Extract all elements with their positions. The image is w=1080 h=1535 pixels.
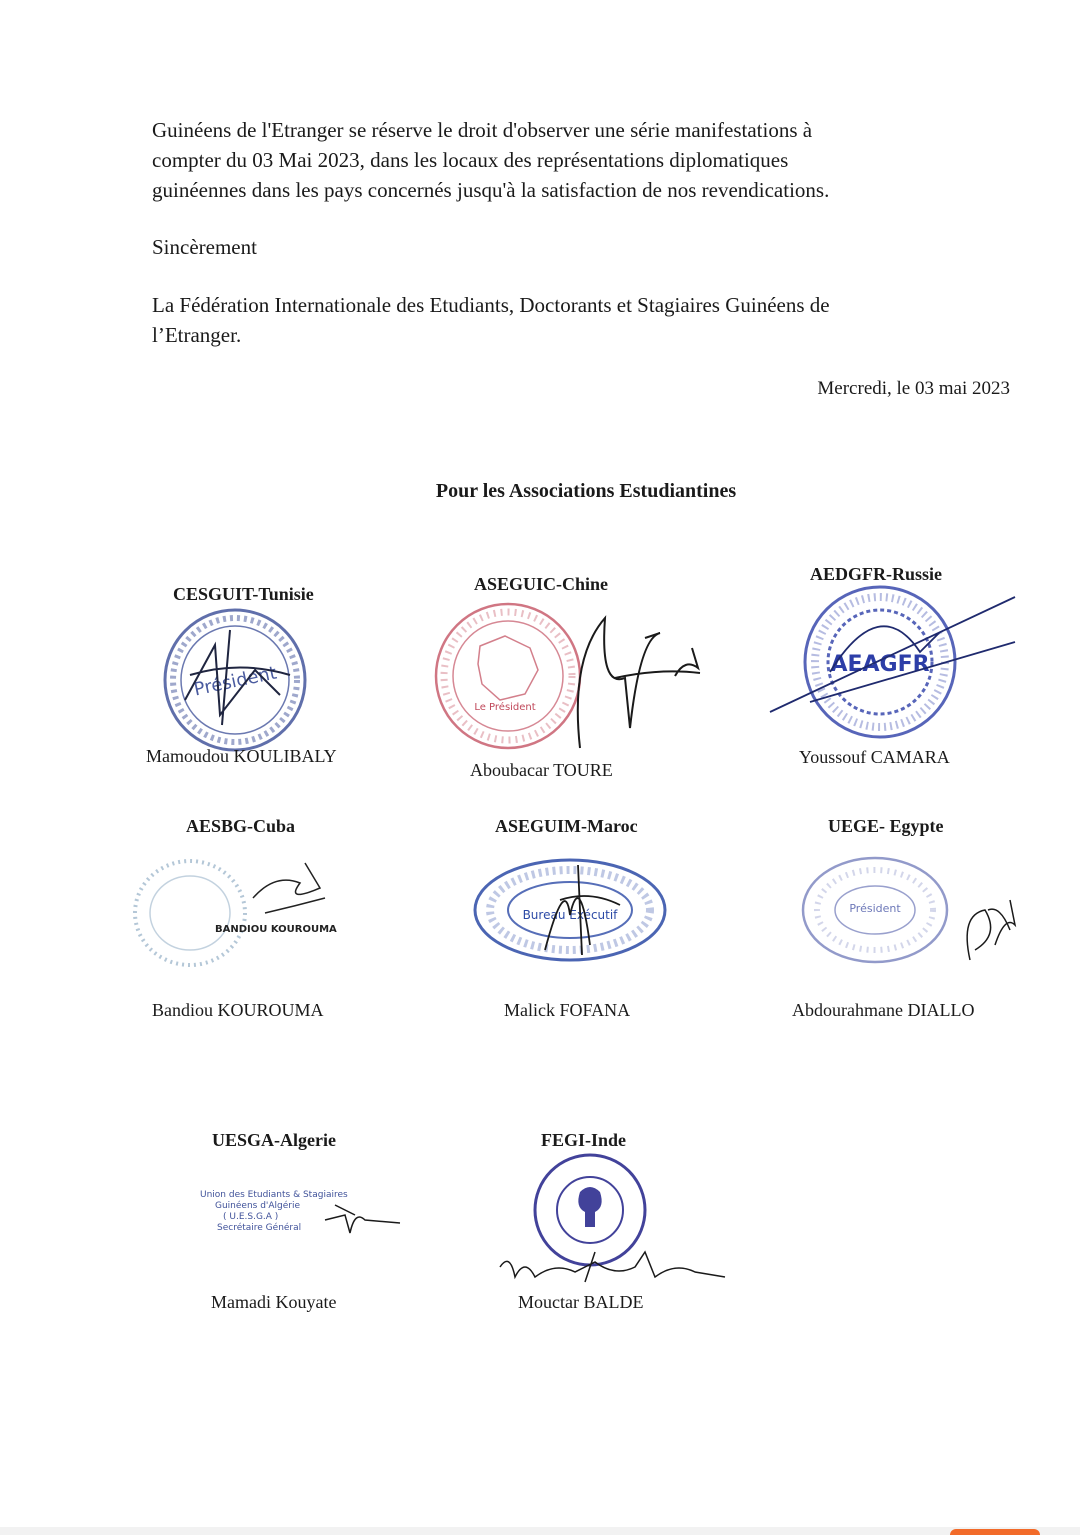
paragraph-line: Guinéens de l'Etranger se réserve le droit d'observer une série manifestations à (152, 118, 813, 142)
section-title: Pour les Associations Estudiantines (435, 480, 737, 502)
stamp-text: AEAGFR (830, 652, 930, 677)
official-stamp-icon (160, 605, 310, 755)
signatory-name: Youssouf CAMARA (799, 747, 950, 767)
official-stamp-icon (495, 1152, 730, 1302)
official-stamp-icon (470, 855, 670, 965)
association-title: AESBG-Cuba (186, 816, 296, 836)
signatory-name: Malick FOFANA (504, 1000, 631, 1020)
signatory-name: Aboubacar TOURE (470, 760, 613, 778)
signatory-name: Mamadi Kouyate (211, 1292, 337, 1312)
association-title: UESGA-Algerie (212, 1130, 336, 1150)
association-title: ASEGUIM-Maroc (495, 816, 638, 836)
stamp-text: Le Président (474, 702, 536, 713)
closing-line: Sincèrement (152, 235, 257, 259)
signatory-name: Mouctar BALDE (518, 1292, 644, 1312)
association-title: CESGUIT-Tunisie (173, 584, 314, 604)
association-title: UEGE- Egypte (828, 816, 944, 836)
signatory-federation (152, 290, 992, 350)
official-stamp-icon (770, 572, 1020, 742)
official-stamp-icon (430, 598, 720, 758)
paragraph-line: guinéennes dans les pays concernés jusqu'à la satisfaction de nos revendications. (152, 178, 830, 202)
signatory-name: Mamoudou KOULIBALY (146, 746, 337, 766)
official-stamp-icon (135, 858, 355, 973)
stamp-text: BANDIOU KOUROUMA (215, 924, 337, 935)
signatory-line: La Fédération Internationale des Etudiants, Doctorants et Stagiaires Guinéens de (152, 293, 830, 317)
page-bottom-bar (0, 1527, 1080, 1535)
stamp-text: Bureau Exécutif (522, 908, 618, 922)
svg-text:Union des Etudiants & Stagiair: Union des Etudiants & Stagiaires (200, 1190, 348, 1200)
svg-text:Guinéens d'Algérie: Guinéens d'Algérie (215, 1201, 301, 1211)
official-stamp-icon (800, 855, 1030, 975)
page-scroll-accent (950, 1529, 1040, 1535)
stamp-text: Président (849, 902, 901, 915)
signatory-line: l’Etranger. (152, 323, 242, 347)
paragraph-line: compter du 03 Mai 2023, dans les locaux des représentations diplomatiques (152, 148, 789, 172)
signatory-name: Bandiou KOUROUMA (152, 1000, 324, 1020)
svg-text:( U.E.S.G.A ): ( U.E.S.G.A ) (223, 1212, 279, 1222)
association-title: AEDGFR-Russie (810, 564, 943, 584)
letter-date: Mercredi, le 03 mai 2023 (817, 378, 1010, 399)
association-title: ASEGUIC-Chine (474, 574, 609, 594)
signatory-name: Abdourahmane DIALLO (792, 1000, 975, 1020)
stamp-text: Président (192, 662, 279, 701)
official-stamp-icon (195, 1185, 405, 1240)
paragraph-demands (152, 115, 992, 205)
stamp-text: Secrétaire Général (217, 1223, 302, 1233)
association-title: FEGI-Inde (541, 1130, 627, 1150)
